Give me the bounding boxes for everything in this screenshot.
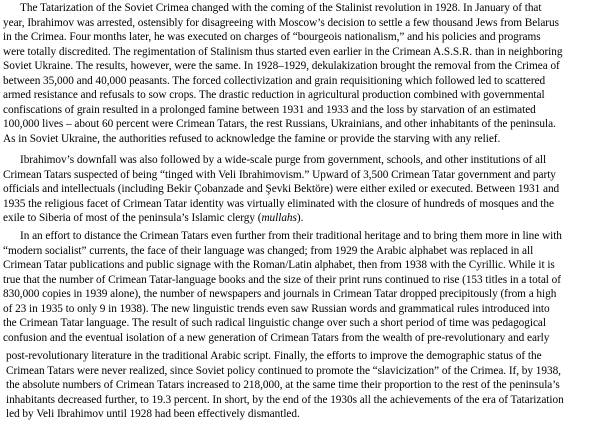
text-line: As in Soviet Ukraine, the authorities refused to acknowledge the famine or provide the starving with any relief. xyxy=(3,132,501,145)
text-line: between 35,000 and 40,000 peasants. The forced collectivization and grain requisitioning which followed led to scattered xyxy=(3,74,546,87)
text-line: 1935 the religious facet of Crimean Tatar identity was virtually eliminated with the closure of hundreds of mosques and the xyxy=(3,197,554,210)
text-line: Crimean Tatars were never realized, since Soviet policy continued to promote the “slavicization” of the Crimea. If, by 1938, xyxy=(6,364,561,377)
text-line: 100,000 lives – about 60 percent were Crimean Tatars, the rest Russians, Ukrainians, and other inhabitants of the peninsula. xyxy=(3,118,556,131)
text-line xyxy=(3,211,605,226)
text-line: confusion and the eventual isolation of a new generation of Crimean Tatars from the wealth of pre-revolutionary and early xyxy=(3,331,550,344)
text-line: led by Veli Ibrahimov until 1928 had been effectively dismantled. xyxy=(6,408,300,421)
text-line: Crimean Tatars suspected of being “tinged with Veli Ibrahimovism.” Upward of 3,500 Crimean Tatar government and party xyxy=(3,168,556,181)
text-line: post-revolutionary literature in the traditional Arabic script. Finally, the efforts to improve the demographic status of the xyxy=(6,350,542,362)
paragraph-2 xyxy=(3,153,605,226)
text-line: Ibrahimov’s downfall was also followed by a wide-scale purge from government, schools, and other institutions of all xyxy=(20,154,547,166)
paragraph-4 xyxy=(6,349,606,422)
text-line: were totally discredited. The regimentation of Stalinism thus started even earlier in the Crimean A.S.S.R. than in neighboring xyxy=(3,45,563,58)
paragraph-1 xyxy=(3,1,605,146)
text-segment: exile to Siberia of most of the peninsula’s Islamic clergy ( xyxy=(3,212,262,225)
text-line: year, Ibrahimov was arrested, ostensibly for disagreeing with Moscow’s decision to settle a few thousand Jews from Belarus xyxy=(3,16,559,29)
text-line: confiscations of grain resulted in a prolonged famine between 1931 and 1933 and the loss by starvation of an estimated xyxy=(3,103,536,116)
text-line: armed resistance and refusals to sow crops. The drastic reduction in agricultural production combined with governmental xyxy=(3,89,545,102)
text-line: the absolute numbers of Crimean Tatars increased to 218,000, at the same time their proportion to the rest of the peninsula’s xyxy=(6,379,560,392)
text-line: the Crimean Tatar language. The result of such radical linguistic change over such a short period of time was pedagogical xyxy=(3,317,546,330)
text-line: The Tatarization of the Soviet Crimea changed with the coming of the Stalinist revolution in 1928. In January of that xyxy=(20,2,542,14)
text-line: officials and intellectuals (including Bekir Çobanzade and Şevki Bektöre) were either exiled or executed. Between 1931 and xyxy=(3,183,560,196)
paragraph-3 xyxy=(3,229,605,345)
text-line: inhabitants decreased further, to 19.3 percent. In short, by the end of the 1930s all the achievements of the era of Tatarization xyxy=(6,393,564,406)
text-line: In an effort to distance the Crimean Tatars even further from their traditional heritage and to bring them more in line with xyxy=(20,230,562,242)
text-line: of 23 in 1935 to only 9 in 1938). The new linguistic trends even saw Russian words and grammatical rules introduced into xyxy=(3,302,550,315)
text-line: “modern socialist” currents, the face of their language was changed; from 1929 the Arabic alphabet was replaced in all xyxy=(3,244,534,257)
text-line: Crimean Tatar publications and public signage with the Roman/Latin alphabet, then from 1938 with the Cyrillic. While it is xyxy=(3,259,555,272)
italic-term: mullahs xyxy=(261,212,297,225)
text-segment: ). xyxy=(296,212,304,225)
text-line: true that the number of Crimean Tatar-language books and the size of their print runs continued to rise (153 titles in a total of xyxy=(3,273,561,286)
text-line: 830,000 copies in 1939 alone), the number of newspapers and journals in Crimean Tatar dropped precipitously (from a high xyxy=(3,288,557,301)
text-line: Soviet Ukraine. The results, however, were the same. In 1928–1929, dekulakization brought the removal from the Crimea of xyxy=(3,60,560,73)
text-line: in the Crimea. Four months later, he was executed on charges of “bourgeois nationalism,” and his policies and programs xyxy=(3,31,541,44)
